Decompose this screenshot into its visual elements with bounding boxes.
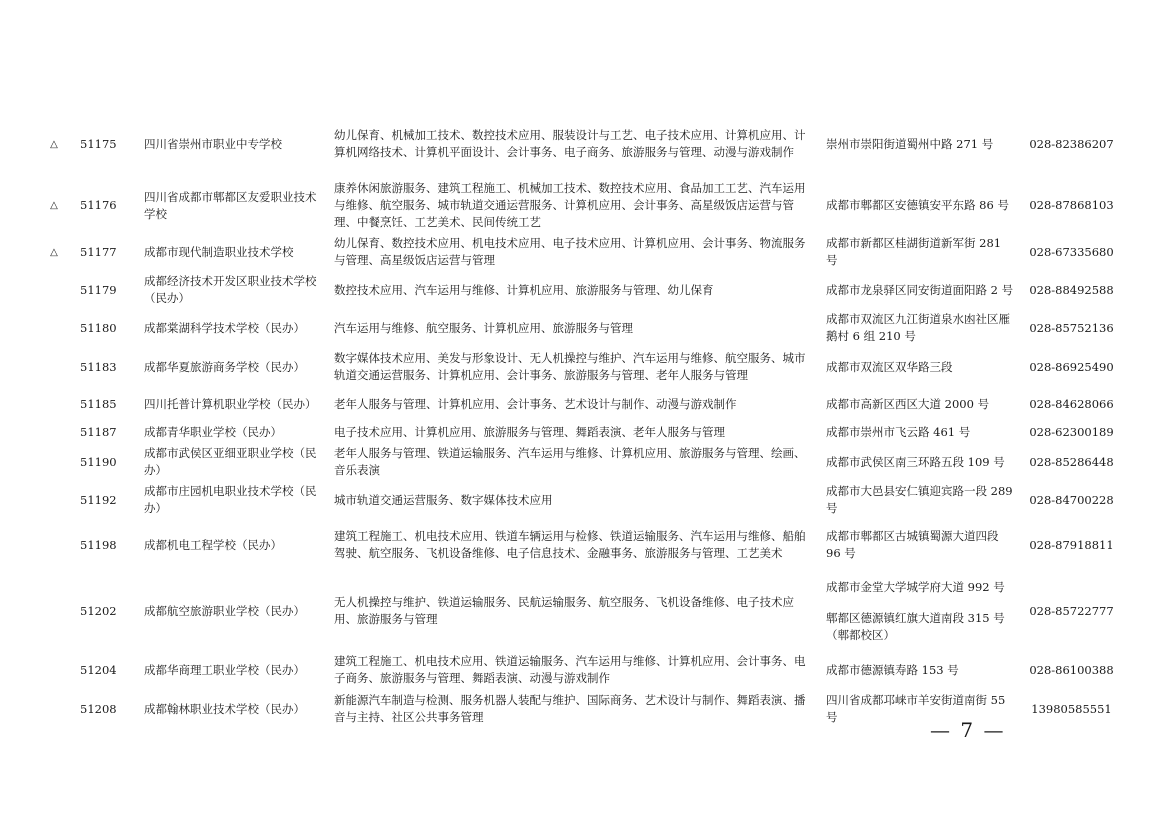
table-row [40,519,1125,571]
row-mark [40,387,68,421]
table-row [40,443,1125,481]
row-mark [40,421,68,443]
school-code: 51177 [80,244,117,259]
school-address: 成都市武侯区南三环路五段 109 号 [826,454,1005,469]
school-address: 成都市崇州市飞云路 461 号 [826,424,971,439]
table-row [40,571,1125,651]
school-phone: 028-82386207 [1029,136,1114,151]
school-address: 成都市金堂大学城学府大道 992 号 [826,579,1005,594]
school-majors: 数字媒体技术应用、美发与形象设计、无人机操控与维护、汽车运用与维修、航空服务、城市轨道交通运营服务、计算机应用、会计事务、旅游服务与管理、老年人服务与管理 [334,351,806,382]
school-phone: 13980585551 [1031,701,1112,716]
school-phone: 028-84628066 [1029,396,1114,411]
school-table [40,110,1125,729]
school-code: 51208 [80,701,117,716]
school-majors: 康养休闲旅游服务、建筑工程施工、机械加工技术、数控技术应用、食品加工工艺、汽车运用与维修、航空服务、城市轨道交通运营服务、计算机应用、会计事务、高星级饭店运营与管理、中餐烹饪、工艺美术、民间传统工艺 [334,181,806,229]
school-address-secondary: 郫都区德源镇红旗大道南段 315 号（郫都校区） [826,610,1005,642]
school-code: 51179 [80,282,117,297]
school-address: 崇州市崇阳街道蜀州中路 271 号 [826,136,994,151]
row-mark [40,309,68,347]
row-mark: △ [50,138,58,150]
school-phone: 028-87868103 [1029,198,1114,212]
school-majors: 新能源汽车制造与检测、服务机器人装配与维护、国际商务、艺术设计与制作、舞蹈表演、播音与主持、社区公共事务管理 [334,693,806,724]
school-code: 51180 [80,320,117,335]
school-code: 51202 [80,603,117,618]
school-name: 四川省崇州市职业中专学校 [144,136,282,151]
row-mark: △ [50,200,58,211]
school-majors: 建筑工程施工、机电技术应用、铁道车辆运用与检修、铁道运输服务、汽车运用与维修、船舶驾驶、航空服务、飞机设备维修、电子信息技术、金融事务、旅游服务与管理、工艺美术 [334,529,806,560]
table-row [40,233,1125,271]
school-name: 成都市现代制造职业技术学校 [144,244,294,259]
school-name: 成都棠湖科学技术学校（民办） [144,320,305,335]
row-mark [40,571,68,651]
row-mark [40,347,68,387]
school-phone: 028-84700228 [1029,492,1114,507]
table-row [40,387,1125,421]
row-mark [40,651,68,689]
school-phone: 028-87918811 [1029,537,1114,552]
school-address: 成都市双流区九江街道泉水凼社区雁鹅村 6 组 210 号 [826,312,1010,343]
school-code: 51204 [80,662,117,677]
school-address: 成都市大邑县安仁镇迎宾路一段 289 号 [826,484,1013,515]
school-name: 成都市庄园机电职业技术学校（民办） [144,484,317,515]
school-address: 成都市高新区西区大道 2000 号 [826,396,990,411]
school-address: 成都市郫都区安德镇安平东路 86 号 [826,198,1009,212]
school-table-body [40,110,1125,729]
school-majors: 老年人服务与管理、铁道运输服务、汽车运用与维修、计算机应用、旅游服务与管理、绘画、音乐表演 [334,446,806,477]
school-name: 成都市武侯区亚细亚职业学校（民办） [144,446,317,477]
row-mark [40,689,68,729]
school-phone: 028-88492588 [1029,282,1114,297]
table-row [40,271,1125,309]
page-number: — 7 — [930,718,1006,742]
school-phone: 028-85752136 [1029,320,1114,335]
school-address: 成都市龙泉驿区同安街道面阳路 2 号 [826,282,1014,297]
school-phone: 028-85286448 [1029,454,1114,469]
school-name: 成都华夏旅游商务学校（民办） [144,359,305,374]
school-phone: 028-67335680 [1029,244,1114,259]
school-name: 成都经济技术开发区职业技术学校（民办） [144,274,317,305]
school-code: 51198 [80,537,117,552]
school-phone: 028-62300189 [1029,424,1114,439]
table-row [40,481,1125,519]
school-majors: 建筑工程施工、机电技术应用、铁道运输服务、汽车运用与维修、计算机应用、会计事务、电子商务、旅游服务与管理、舞蹈表演、动漫与游戏制作 [334,654,806,685]
row-mark [40,481,68,519]
school-phone: 028-85722777 [1029,603,1114,618]
row-mark: △ [50,246,58,258]
school-code: 51192 [80,492,117,507]
school-majors: 幼儿保育、数控技术应用、机电技术应用、电子技术应用、计算机应用、会计事务、物流服务与管理、高星级饭店运营与管理 [334,236,806,267]
school-address: 四川省成都邛崃市羊安街道南街 55 号 [826,693,1006,724]
school-code: 51187 [80,424,117,439]
row-mark [40,519,68,571]
school-name: 成都青华职业学校（民办） [144,424,282,439]
school-address: 成都市双流区双华路三段 [826,359,953,374]
school-name: 成都航空旅游职业学校（民办） [144,603,305,618]
table-row [40,110,1125,178]
table-row [40,421,1125,443]
table-row [40,347,1125,387]
school-name: 四川托普计算机职业学校（民办） [144,396,317,411]
school-majors: 无人机操控与维护、铁道运输服务、民航运输服务、航空服务、飞机设备维修、电子技术应用、旅游服务与管理 [334,595,794,626]
table-row [40,178,1125,233]
school-code: 51175 [80,136,117,151]
school-phone: 028-86925490 [1029,359,1114,374]
row-mark [40,443,68,481]
school-code: 51176 [80,198,117,212]
school-code: 51190 [80,454,117,469]
school-code: 51185 [80,396,117,411]
school-address: 成都市郫都区古城镇蜀源大道四段 96 号 [826,529,999,560]
school-majors: 幼儿保育、机械加工技术、数控技术应用、服装设计与工艺、电子技术应用、计算机应用、计算机网络技术、计算机平面设计、会计事务、电子商务、旅游服务与管理、动漫与游戏制作 [334,128,806,159]
school-phone: 028-86100388 [1029,662,1114,677]
school-name: 成都华商理工职业学校（民办） [144,662,305,677]
school-code: 51183 [80,359,117,374]
school-majors: 汽车运用与维修、航空服务、计算机应用、旅游服务与管理 [334,320,633,335]
table-row [40,309,1125,347]
school-majors: 老年人服务与管理、计算机应用、会计事务、艺术设计与制作、动漫与游戏制作 [334,396,737,411]
school-majors: 城市轨道交通运营服务、数字媒体技术应用 [334,492,553,507]
school-name: 成都翰林职业技术学校（民办） [144,701,305,716]
school-address: 成都市新都区桂湖街道新军街 281 号 [826,236,1002,267]
school-address-cell [818,571,1018,651]
school-majors: 电子技术应用、计算机应用、旅游服务与管理、舞蹈表演、老年人服务与管理 [334,424,725,439]
school-majors: 数控技术应用、汽车运用与维修、计算机应用、旅游服务与管理、幼儿保育 [334,282,714,297]
school-name: 四川省成都市郫都区友爱职业技术学校 [144,189,317,221]
row-mark [40,271,68,309]
school-name: 成都机电工程学校（民办） [144,537,282,552]
table-row [40,651,1125,689]
school-address: 成都市德源镇寿路 153 号 [826,662,959,677]
